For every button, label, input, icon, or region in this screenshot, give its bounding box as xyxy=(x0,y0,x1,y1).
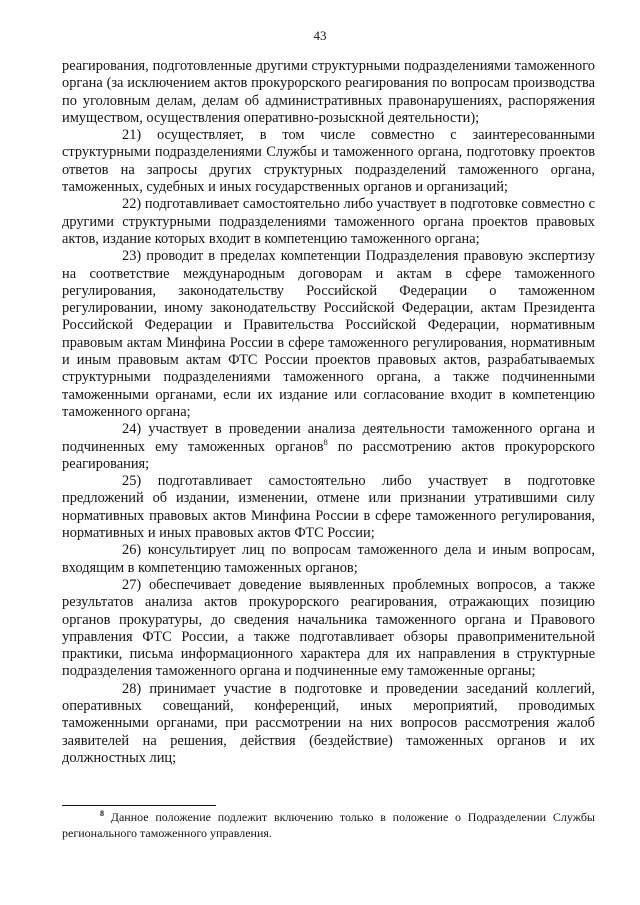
footnote-mark: 8 xyxy=(100,809,104,818)
paragraph-26: 26) консультирует лиц по вопросам таможенного дела и иным вопросам, входящим в компетенцию таможенных органов; xyxy=(62,542,595,576)
footnote xyxy=(62,810,595,841)
footnote-reference: 8 xyxy=(323,436,328,447)
paragraph-24 xyxy=(62,421,595,473)
page-number: 43 xyxy=(313,28,327,43)
paragraph-22: 22) подготавливает самостоятельно либо участвует в подготовке совместно с другими структурными подразделениями таможенного органа проектов правовых актов, издание которых входит в компетенцию таможенного органа; xyxy=(62,196,595,247)
paragraph-24-text-end: по рассмотрению актов прокурорского реагирования; xyxy=(62,438,596,472)
footnote-divider xyxy=(62,805,216,806)
footnote-text: Данное положение подлежит включению только в положение о Подразделении Службы регионального таможенного управления. xyxy=(62,810,595,840)
paragraph-24-text: 24) участвует в проведении анализа деятельности таможенного органа и подчиненных ему таможенных органов xyxy=(62,421,595,455)
body-text xyxy=(62,58,595,767)
paragraph-27: 27) обеспечивает доведение выявленных проблемных вопросов, а также результатов анализа актов прокурорского реагирования, отражающих позицию органов прокуратуры, до сведения начальника таможенного органа и Правового управления ФТС России, а также подготавливает обзоры правоприменительной практики, письма информационного характера для их направления в структурные подразделения таможенного органа и подчиненные ему таможенные органы; xyxy=(62,576,595,680)
paragraph-23: 23) проводит в пределах компетенции Подразделения правовую экспертизу на соответствие международным договорам и актам в сфере таможенного регулирования, законодательству Российской Федерации о таможенном регулировании, иному законодательству Российской Федерации, актам Президента Российской Федерации и Правительства Российской Федерации, нормативным правовым актам Минфина России в сфере таможенного регулирования, нормативным и иным правовым актам ФТС России проектов правовых актов, разрабатываемых структурными подразделениями таможенного органа, а также подчиненными таможенными органами, если их издание или согласование входит в компетенцию таможенного органа; xyxy=(62,248,595,420)
paragraph-28: 28) принимает участие в подготовке и проведении заседаний коллегий, оперативных совещаний, конференций, иных мероприятий, проводимых таможенными органами, при рассмотрении на них вопросов рассмотрения жалоб заявителей на решения, действия (бездействие) таможенных органов и их должностных лиц; xyxy=(62,680,595,766)
paragraph-25: 25) подготавливает самостоятельно либо участвует в подготовке предложений об издании, изменении, отмене или признании утратившими силу нормативных правовых актов Минфина России в сфере таможенного регулирования, нормативных и иных правовых актов ФТС России; xyxy=(62,473,595,542)
paragraph-continued: реагирования, подготовленные другими структурными подразделениями таможенного органа (за исключением актов прокурорского реагирования по вопросам производства по уголовным делам, делам об административных правонарушениях, распоряжения имуществом, осуществления оперативно-розыскной деятельности); xyxy=(62,58,595,126)
paragraph-21: 21) осуществляет, в том числе совместно с заинтересованными структурными подразделениями Службы и таможенного органа, подготовку проектов ответов на запросы других структурных подразделений таможенного органа, таможенных, судебных и иных государственных органов и организаций; xyxy=(62,127,595,196)
